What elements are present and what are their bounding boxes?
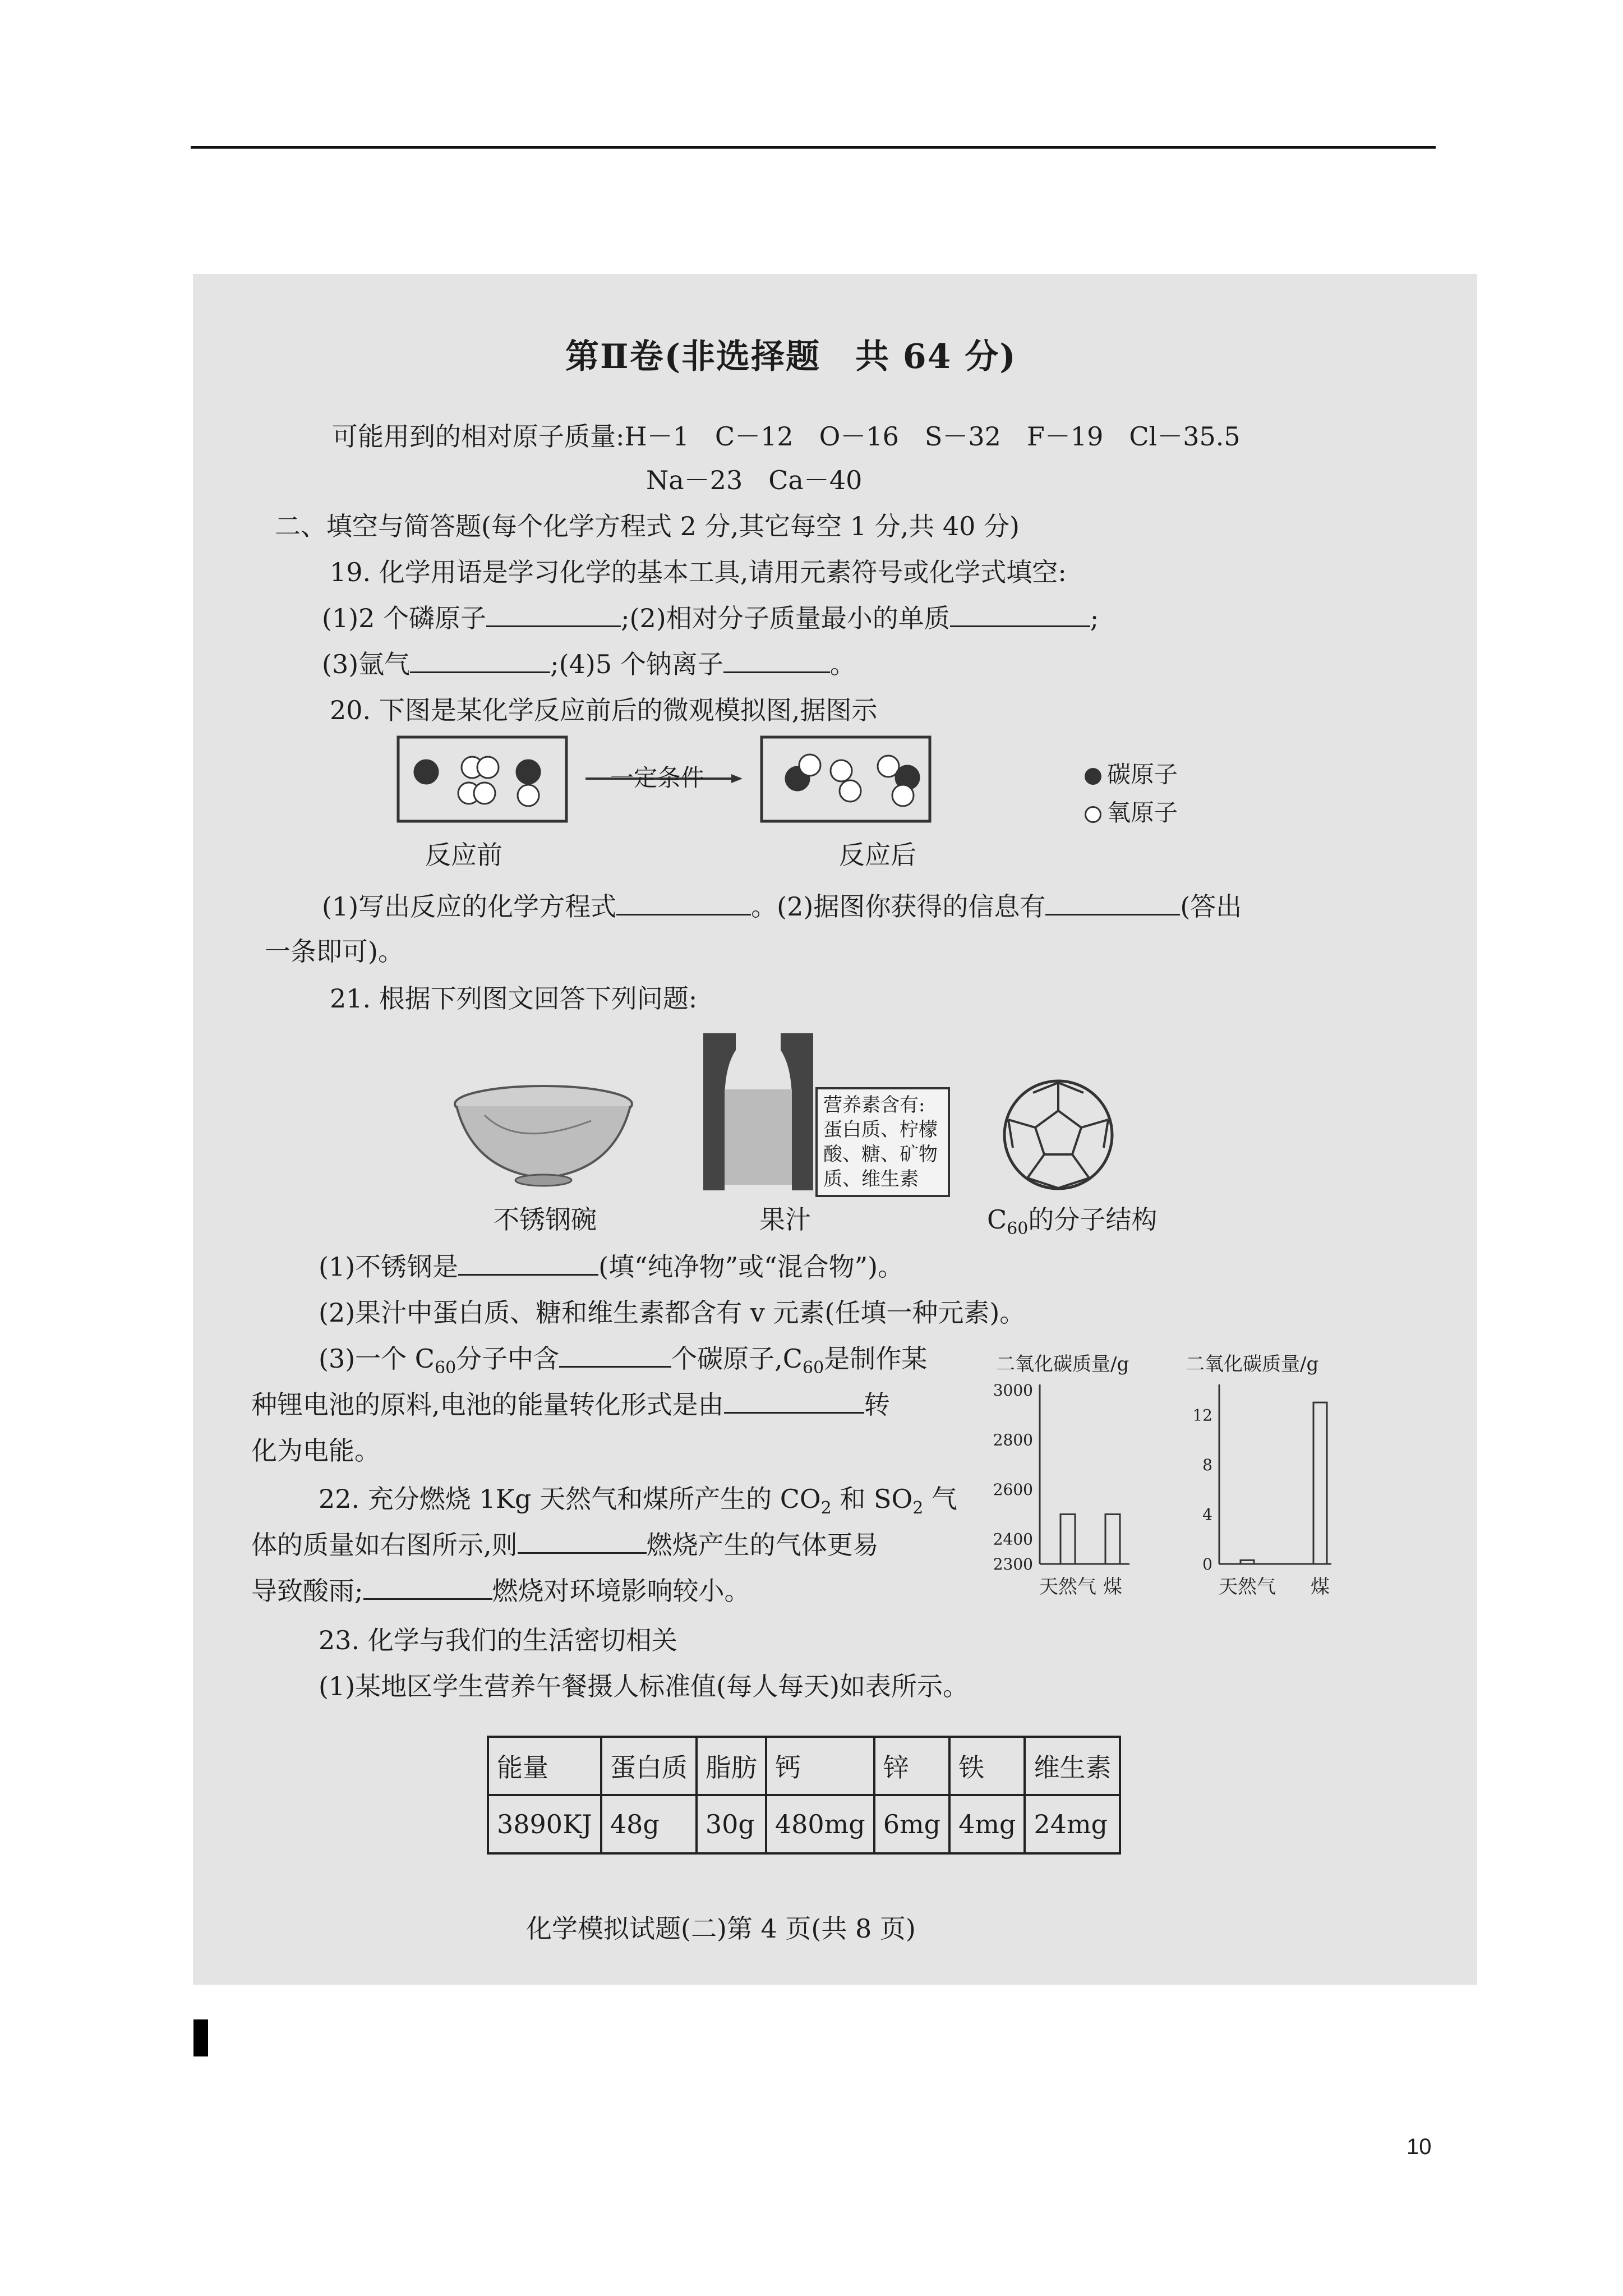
juice-bottle-image (702, 1033, 814, 1190)
table-header-cell: 锌 (874, 1737, 949, 1795)
bowl-label: 不锈钢碗 (494, 1204, 597, 1235)
after-label: 反应后 (839, 840, 916, 870)
y-tick-label: 8 (1202, 1455, 1212, 1474)
before-label: 反应前 (425, 840, 502, 870)
reaction-condition: 一定条件 (610, 764, 705, 792)
q21-stem: 21. 根据下列图文回答下列问题: (330, 983, 698, 1014)
table-header-cell: 铁 (949, 1737, 1025, 1795)
q21-line4: 种锂电池的原料,电池的能量转化形式是由 转 (251, 1389, 890, 1420)
answer-blank[interactable] (518, 1547, 647, 1554)
answer-blank[interactable] (950, 620, 1090, 627)
table-cell: 480mg (766, 1795, 874, 1853)
q19-part2: ;(2)相对分子质量最小的单质 (621, 603, 950, 633)
q20-line2: 一条即可)。 (265, 936, 404, 967)
table-cell: 24mg (1025, 1795, 1120, 1853)
carbon-atom-icon (1085, 768, 1101, 785)
answer-blank[interactable] (410, 666, 550, 673)
y-tick-label: 3000 (993, 1381, 1033, 1400)
header-rule (191, 146, 1436, 149)
so2-chart (1169, 1379, 1337, 1614)
c60-structure-image (999, 1076, 1117, 1194)
bar (1313, 1402, 1327, 1564)
y-tick-label: 0 (1202, 1555, 1212, 1573)
y-tick-label: 12 (1192, 1406, 1212, 1425)
q19-part3: ; (1090, 603, 1099, 633)
section-title: 第Ⅱ卷(非选择题 共 64 分) (565, 337, 1017, 376)
table-cell: 30g (697, 1795, 766, 1853)
y-tick-label: 2400 (993, 1530, 1033, 1549)
answer-blank[interactable] (486, 620, 621, 627)
oxygen-atom (474, 783, 495, 804)
answer-blank[interactable] (616, 908, 751, 915)
page-number: 10 (1407, 2134, 1432, 2159)
oxygen-atom (892, 785, 914, 806)
category-label: 煤 (1311, 1576, 1330, 1598)
oxygen-atom (477, 757, 499, 778)
part-heading: 二、填空与简答题(每个化学方程式 2 分,其它每空 1 分,共 40 分) (275, 511, 1020, 541)
category-label: 天然气 (1039, 1576, 1096, 1598)
oxygen-atom (831, 760, 852, 781)
q22-line1: 22. 充分燃烧 1Kg 天然气和煤所产生的 $CO_2$ 和 $SO_2$ 气 (319, 1484, 957, 1519)
reaction-arrowhead (731, 774, 743, 783)
y-tick-label: 4 (1202, 1505, 1212, 1524)
bar (1241, 1560, 1254, 1564)
table-header-cell: 蛋白质 (601, 1737, 697, 1795)
q19-stem: 19. 化学用语是学习化学的基本工具,请用元素符号或化学式填空: (330, 557, 1067, 587)
answer-blank[interactable] (559, 1360, 671, 1368)
atomic-masses-line2: Na－23 Ca－40 (646, 465, 863, 495)
category-label: 煤 (1103, 1576, 1122, 1598)
legend-oxygen: 氧原子 (1085, 794, 1178, 828)
bar (1061, 1514, 1075, 1564)
q21-line2: (2)果汁中蛋白质、糖和维生素都含有 v 元素(任填一种元素)。 (319, 1297, 1026, 1328)
q23-line1: (1)某地区学生营养午餐摄人标准值(每人每天)如表所示。 (319, 1671, 969, 1701)
oxygen-atom (799, 754, 820, 776)
q22-line2: 体的质量如右图所示,则 燃烧产生的气体更易 (251, 1530, 879, 1560)
q19-part1: (1)2 个磷原子 (322, 603, 487, 633)
oxygen-atom-icon (1085, 806, 1101, 823)
q23-stem: 23. 化学与我们的生活密切相关 (319, 1625, 677, 1655)
c60-label: $C_{60}$的分子结构 (987, 1204, 1158, 1239)
category-label: 天然气 (1219, 1576, 1276, 1598)
q21-line1: (1)不锈钢是 (填“纯净物”或“混合物”)。 (319, 1251, 904, 1282)
chart1-ylabel: 二氧化碳质量/g (996, 1353, 1129, 1375)
answer-blank[interactable] (458, 1268, 598, 1276)
carbon-atom (517, 760, 540, 784)
table-cell: 3890KJ (488, 1795, 601, 1853)
table-header-cell: 维生素 (1025, 1737, 1120, 1795)
legend-carbon: 碳原子 (1085, 756, 1178, 790)
q22-line3: 导致酸雨; 燃烧对环境影响较小。 (251, 1576, 750, 1606)
oxygen-atom (840, 780, 861, 802)
chart2-ylabel: 二氧化碳质量/g (1186, 1353, 1319, 1375)
q20-line1: (1)写出反应的化学方程式 。(2)据图你获得的信息有 (答出 (322, 891, 1242, 922)
table-cell: 6mg (874, 1795, 949, 1853)
y-tick-label: 2300 (993, 1555, 1033, 1573)
y-tick-label: 2600 (993, 1480, 1033, 1499)
q21-line5: 化为电能。 (251, 1435, 380, 1466)
table-header-cell: 脂肪 (697, 1737, 766, 1795)
nutrition-note: 营养素含有:蛋白质、柠檬酸、糖、矿物质、维生素 (815, 1087, 950, 1197)
table-cell: 4mg (949, 1795, 1025, 1853)
atomic-masses-line1: 可能用到的相对原子质量:H－1 C－12 O－16 S－32 F－19 Cl－35.5 (332, 421, 1241, 452)
nutrition-table (487, 1736, 1121, 1855)
q19-line1 (322, 598, 1099, 635)
page-footer: 化学模拟试题(二)第 4 页(共 8 页) (526, 1913, 916, 1944)
q19-part4: (3)氩气 (322, 649, 411, 679)
answer-blank[interactable] (723, 666, 830, 673)
stainless-bowl-image (451, 1082, 636, 1188)
table-header-row (488, 1737, 1120, 1795)
juice-label: 果汁 (759, 1204, 811, 1235)
table-header-cell: 能量 (488, 1737, 601, 1795)
q21-line3: (3)一个 $C_{60}$分子中含 个碳原子$,C_{60}$是制作某 (319, 1343, 928, 1378)
q19-part6: 。 (829, 649, 856, 679)
table-row (488, 1795, 1120, 1853)
answer-blank[interactable] (1045, 908, 1180, 915)
q19-line2 (322, 644, 856, 681)
table-cell: 48g (601, 1795, 697, 1853)
bar (1105, 1514, 1120, 1564)
q19-part5: ;(4)5 个钠离子 (550, 649, 723, 679)
black-marker (193, 2019, 208, 2056)
scanned-exam-page (193, 274, 1477, 1985)
answer-blank[interactable] (724, 1406, 864, 1414)
y-tick-label: 2800 (993, 1430, 1033, 1450)
co2-chart (978, 1379, 1135, 1614)
table-header-cell: 钙 (766, 1737, 874, 1795)
answer-blank[interactable] (363, 1593, 492, 1600)
oxygen-atom (518, 785, 539, 806)
carbon-atom (414, 760, 438, 784)
q20-stem: 20. 下图是某化学反应前后的微观模拟图,据图示 (330, 695, 878, 725)
